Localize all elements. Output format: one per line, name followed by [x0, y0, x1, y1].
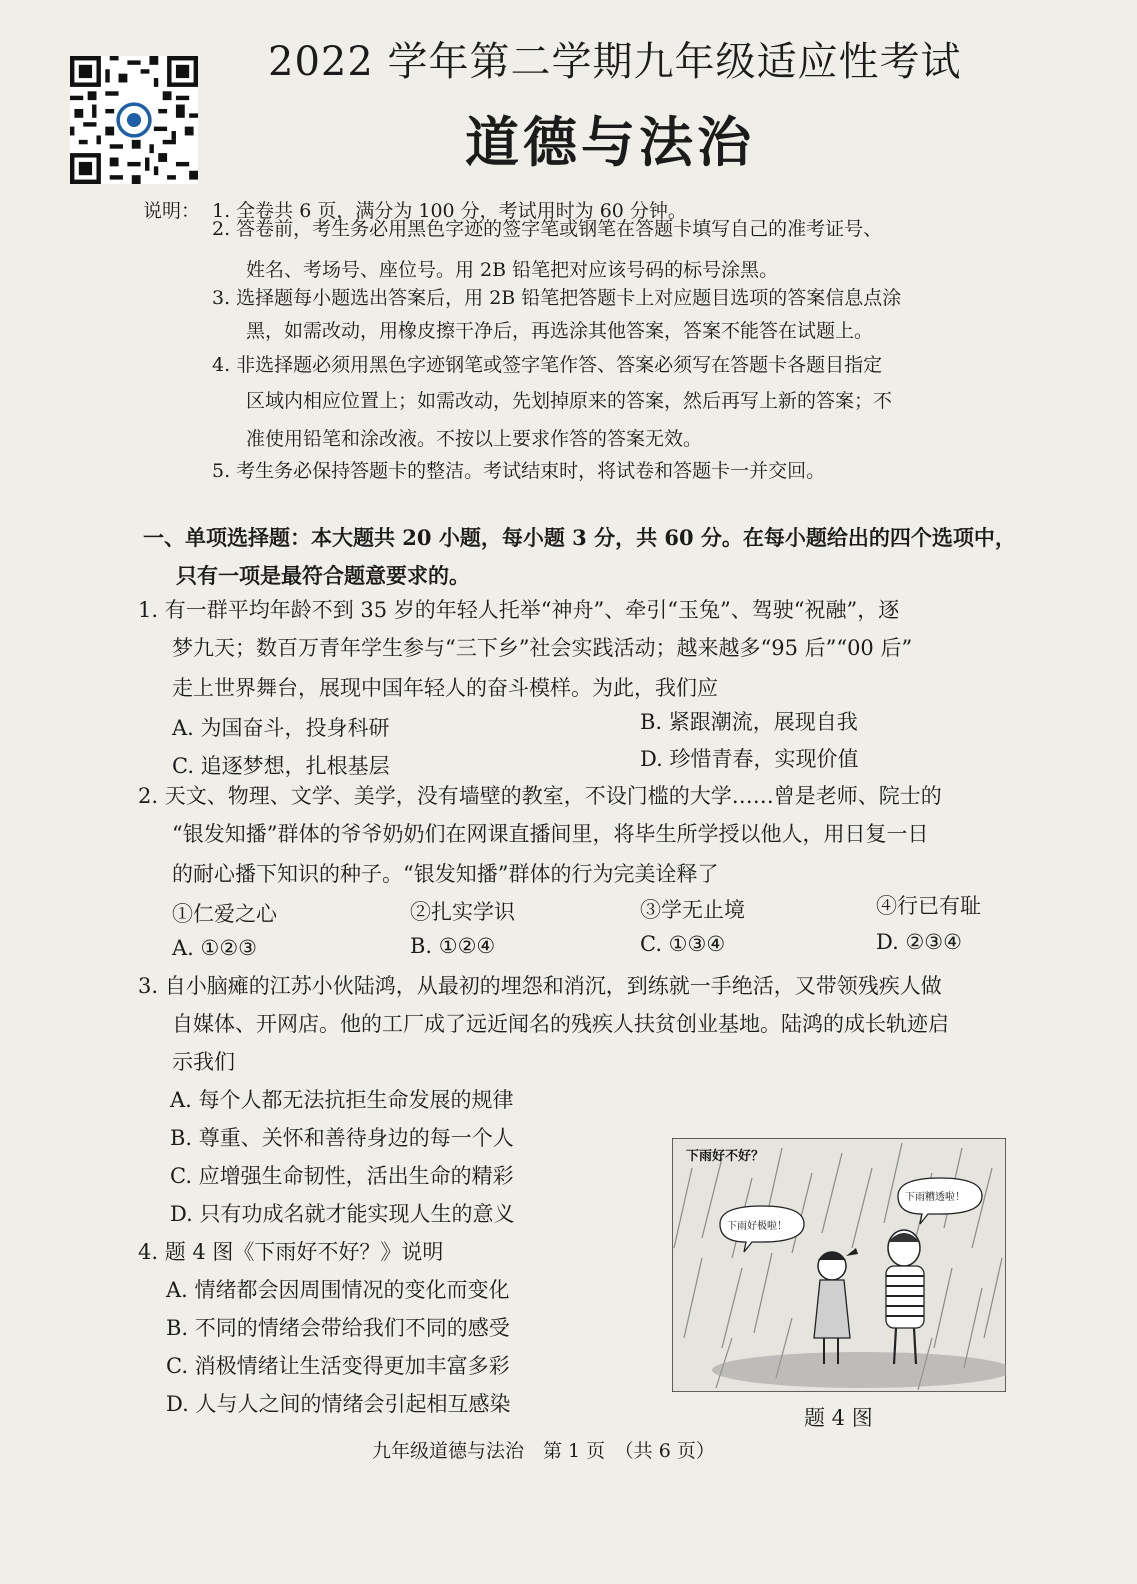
question-2-stem: 的耐心播下知识的种子。“银发知播”群体的行为完美诠释了 — [172, 862, 719, 886]
girl-speech-bubble: 下雨好极啦！ — [727, 1221, 787, 1232]
question-3-stem: 3. 自小脑瘫的江苏小伙陆鸿，从最初的埋怨和消沉，到练就一手绝活，又带领残疾人做 — [138, 974, 942, 998]
subject-title: 道德与法治 — [465, 110, 755, 174]
question-2-statement: ②扎实学识 — [410, 900, 515, 924]
question-4-option-d: D. 人与人之间的情绪会引起相互感染 — [166, 1392, 511, 1416]
rain-cartoon-figure — [672, 1138, 1006, 1392]
question-2-stem: 2. 天文、物理、文学、美学，没有墙壁的教室，不设门槛的大学……曾是老师、院士的 — [138, 784, 942, 808]
question-1-stem: 走上世界舞台，展现中国年轻人的奋斗模样。为此，我们应 — [172, 676, 718, 700]
question-4-option-b: B. 不同的情绪会带给我们不同的感受 — [166, 1316, 510, 1340]
question-2-option-d: D. ②③④ — [876, 930, 962, 954]
question-2-option-c: C. ①③④ — [640, 932, 726, 956]
question-4-option-a: A. 情绪都会因周围情况的变化而变化 — [166, 1278, 510, 1302]
note-item: 1. 全卷共 6 页，满分为 100 分，考试用时为 60 分钟。 — [212, 200, 687, 222]
note-item: 准使用铅笔和涂改液。不按以上要求作答的答案无效。 — [246, 428, 703, 450]
note-item: 5. 考生务必保持答题卡的整洁。考试结束时，将试卷和答题卡一并交回。 — [212, 460, 826, 482]
question-3-stem: 示我们 — [172, 1050, 235, 1074]
question-3-stem: 自媒体、开网店。他的工厂成了远近闻名的残疾人扶贫创业基地。陆鸿的成长轨迹启 — [172, 1012, 949, 1036]
note-item: 姓名、考场号、座位号。用 2B 铅笔把对应该号码的标号涂黑。 — [246, 259, 779, 281]
question-2-stem: “银发知播”群体的爷爷奶奶们在网课直播间里，将毕生所学授以他人，用日复一日 — [172, 822, 929, 846]
question-3-option-a: A. 每个人都无法抗拒生命发展的规律 — [170, 1088, 514, 1112]
question-1-option-b: B. 紧跟潮流，展现自我 — [640, 710, 858, 734]
qr-code-icon — [70, 56, 198, 184]
question-3-option-b: B. 尊重、关怀和善待身边的每一个人 — [170, 1126, 514, 1150]
question-4-stem: 4. 题 4 图《下雨好不好？》说明 — [138, 1240, 444, 1264]
question-2-statement: ①仁爱之心 — [172, 902, 277, 926]
boy-speech-bubble: 下雨糟透啦！ — [905, 1192, 965, 1203]
question-1-option-a: A. 为国奋斗，投身科研 — [172, 716, 390, 740]
question-2-option-b: B. ①②④ — [410, 934, 496, 958]
notes-label: 说明： — [143, 200, 201, 222]
section-heading-cont: 只有一项是最符合题意要求的。 — [176, 563, 470, 588]
question-3-option-d: D. 只有功成名就才能实现人生的意义 — [170, 1202, 515, 1226]
question-2-statement: ③学无止境 — [640, 898, 745, 922]
question-1-stem: 梦九天；数百万青年学生参与“三下乡”社会实践活动；越来越多“95 后”“00 后” — [172, 636, 913, 660]
note-item: 黑，如需改动，用橡皮擦干净后，再选涂其他答案，答案不能答在试题上。 — [246, 320, 874, 342]
note-item: 4. 非选择题必须用黑色字迹钢笔或签字笔作答、答案必须写在答题卡各题目指定 — [212, 354, 883, 376]
question-2-statement: ④行已有耻 — [876, 894, 981, 918]
figure-caption: 题 4 图 — [804, 1406, 873, 1430]
section-heading: 一、单项选择题：本大题共 20 小题，每小题 3 分，共 60 分。在每小题给出的四个选项中， — [143, 525, 1016, 550]
question-1-option-c: C. 追逐梦想，扎根基层 — [172, 754, 390, 778]
note-item: 区域内相应位置上；如需改动，先划掉原来的答案，然后再写上新的答案；不 — [246, 390, 893, 412]
exam-title: 2022 学年第二学期九年级适应性考试 — [268, 39, 962, 85]
cartoon-title: 下雨好不好？ — [686, 1149, 765, 1164]
question-3-option-c: C. 应增强生命韧性，活出生命的精彩 — [170, 1164, 514, 1188]
note-item: 3. 选择题每小题选出答案后，用 2B 铅笔把答题卡上对应题目选项的答案信息点涂 — [212, 287, 902, 309]
note-item: 2. 答卷前，考生务必用黑色字迹的签字笔或钢笔在答题卡填写自己的准考证号、 — [212, 218, 883, 240]
question-1-option-d: D. 珍惜青春，实现价值 — [640, 747, 859, 771]
question-1-stem: 1. 有一群平均年龄不到 35 岁的年轻人托举“神舟”、牵引“玉兔”、驾驶“祝融”，逐 — [138, 598, 900, 622]
question-2-option-a: A. ①②③ — [172, 936, 257, 960]
question-4-option-c: C. 消极情绪让生活变得更加丰富多彩 — [166, 1354, 510, 1378]
page-footer: 九年级道德与法治 第 1 页 （共 6 页） — [372, 1440, 715, 1462]
